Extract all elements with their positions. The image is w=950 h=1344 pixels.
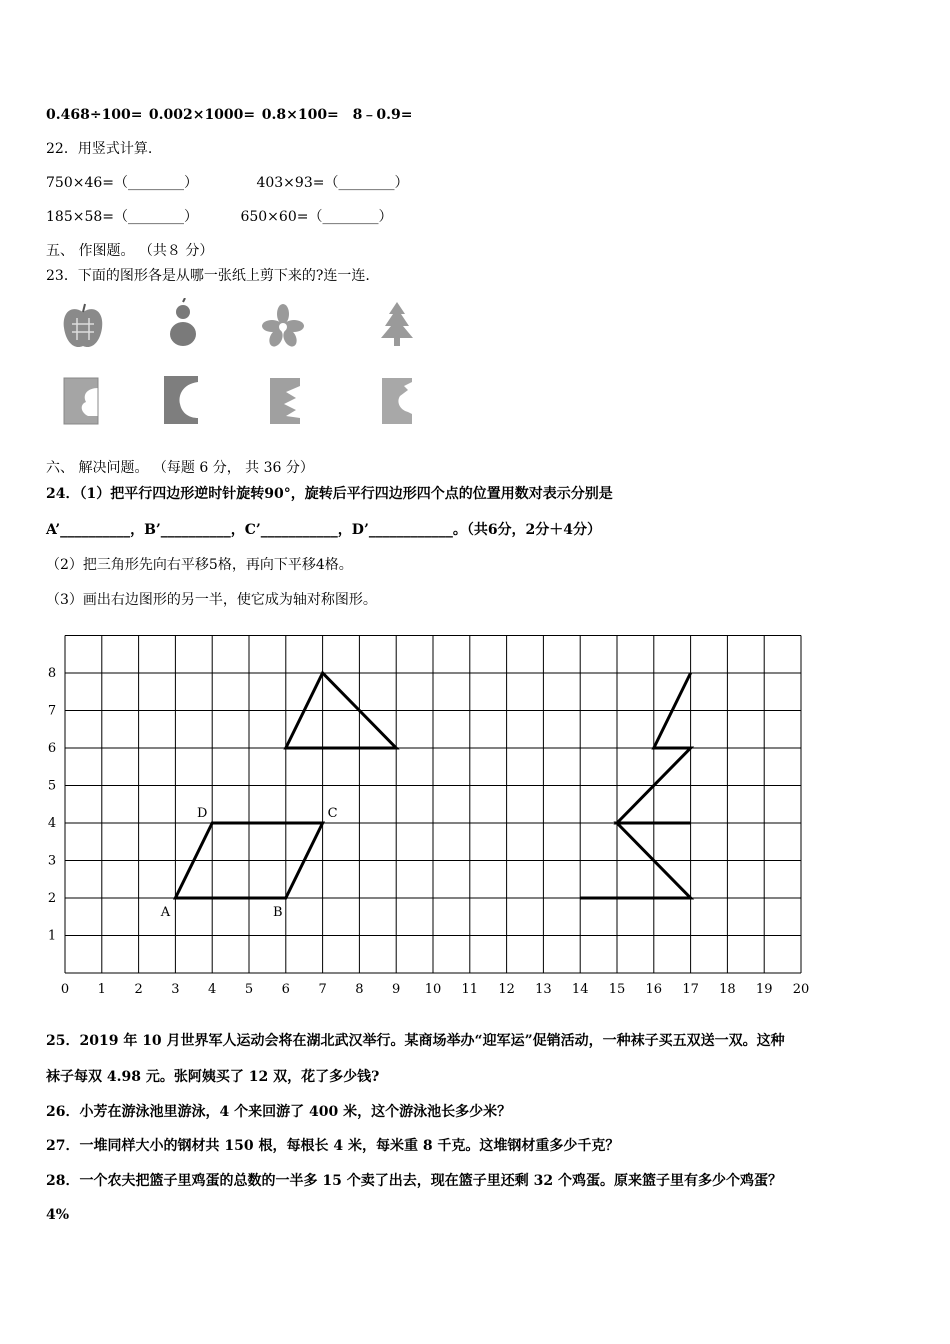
x-tick-label: 16 bbox=[645, 982, 663, 997]
vertex-label: C bbox=[327, 806, 338, 821]
tree-icon bbox=[374, 298, 420, 352]
y-tick-label: 2 bbox=[47, 891, 57, 906]
x-tick-label: 2 bbox=[134, 982, 143, 997]
x-tick-label: 6 bbox=[281, 982, 290, 997]
vertex-label: B bbox=[273, 905, 283, 920]
section-6-heading: 六、 解决问题。 （每题 6 分， 共 36 分） bbox=[46, 460, 314, 476]
vertex-label: D bbox=[196, 806, 208, 821]
q23-text: 23．下面的图形各是从哪一张纸上剪下来的?连一连. bbox=[46, 268, 370, 284]
flower-icon bbox=[260, 300, 306, 354]
x-tick-label: 4 bbox=[208, 982, 217, 997]
calc-item: 185×58=（________） bbox=[46, 209, 198, 225]
y-tick-label: 6 bbox=[47, 741, 57, 756]
paper-e-icon bbox=[60, 374, 106, 428]
y-tick-label: 7 bbox=[47, 703, 57, 719]
x-tick-label: 14 bbox=[571, 982, 589, 997]
q24-line4: （3）画出右边图形的另一半，使它成为轴对称图形。 bbox=[46, 592, 377, 608]
y-tick-label: 8 bbox=[47, 666, 57, 681]
calc-item: 650×60=（________） bbox=[240, 209, 393, 225]
x-tick-label: 1 bbox=[97, 982, 106, 997]
q22-row1 bbox=[46, 172, 408, 192]
q27-text: 27．一堆同样大小的钢材共 150 根，每根长 4 米，每米重 8 千克。这堆钢材重多少千克？ bbox=[46, 1138, 620, 1154]
x-tick-label: 3 bbox=[171, 982, 180, 997]
gourd-icon bbox=[160, 298, 206, 352]
q24-line1: 24．（1）把平行四边形逆时针旋转90°，旋转后平行四边形四个点的位置用数对表示分别是 bbox=[46, 486, 613, 502]
q21-row bbox=[46, 104, 412, 124]
paper-e3-icon bbox=[378, 374, 424, 428]
calc-item: 403×93=（________） bbox=[256, 175, 409, 191]
x-tick-label: 10 bbox=[424, 982, 442, 997]
x-tick-label: 18 bbox=[719, 982, 736, 997]
x-tick-label: 13 bbox=[535, 982, 552, 997]
q24-line3: （2）把三角形先向右平移5格，再向下平移4格。 bbox=[46, 557, 353, 573]
y-tick-label: 5 bbox=[47, 778, 57, 794]
x-tick-label: 19 bbox=[755, 982, 773, 997]
q22-row2 bbox=[46, 206, 392, 226]
calc-item: 8﹣0.9= bbox=[352, 107, 413, 123]
x-tick-label: 9 bbox=[392, 982, 401, 997]
coordinate-grid bbox=[40, 625, 820, 1005]
apple-icon bbox=[60, 300, 106, 354]
calc-item: 0.8×100= bbox=[261, 107, 339, 123]
calc-item: 0.468÷100= bbox=[46, 107, 143, 123]
x-tick-label: 5 bbox=[244, 982, 254, 997]
q25-line2: 袜子每双 4.98 元。张阿姨买了 12 双，花了多少钱? bbox=[46, 1069, 380, 1085]
footer-note: 4% bbox=[46, 1207, 70, 1223]
paper-e2-icon bbox=[266, 374, 312, 428]
x-tick-label: 15 bbox=[608, 982, 626, 997]
q22-title: 22．用竖式计算. bbox=[46, 141, 153, 157]
x-tick-label: 12 bbox=[498, 982, 515, 997]
x-tick-label: 0 bbox=[60, 982, 70, 997]
x-tick-label: 20 bbox=[792, 982, 810, 997]
y-tick-label: 3 bbox=[47, 853, 57, 869]
q24-line2: A’__________，B’__________，C’___________，D’____________。（共6分，2分＋4分） bbox=[46, 522, 602, 538]
paper-c-icon bbox=[160, 372, 206, 426]
q25-line1: 25．2019 年 10 月世界军人运动会将在湖北武汉举行。某商场举办“迎军运”促销活动，一种袜子买五双送一双。这种 bbox=[46, 1033, 785, 1049]
q28-text: 28．一个农夫把篮子里鸡蛋的总数的一半多 15 个卖了出去，现在篮子里还剩 32 个鸡蛋。原来篮子里有多少个鸡蛋？ bbox=[46, 1173, 782, 1189]
y-tick-label: 4 bbox=[47, 816, 57, 831]
x-tick-label: 8 bbox=[355, 982, 364, 997]
y-tick-label: 1 bbox=[47, 928, 57, 944]
x-tick-label: 7 bbox=[318, 982, 327, 997]
vertex-label: A bbox=[160, 905, 171, 920]
x-tick-label: 11 bbox=[461, 982, 479, 997]
section-5-heading: 五、 作图题。 （共８ 分） bbox=[46, 243, 214, 259]
calc-item: 750×46=（________） bbox=[46, 175, 198, 191]
calc-item: 0.002×1000= bbox=[148, 107, 256, 123]
x-tick-label: 17 bbox=[682, 982, 699, 997]
q26-text: 26．小芳在游泳池里游泳，4 个来回游了 400 米，这个游泳池长多少米？ bbox=[46, 1104, 512, 1120]
